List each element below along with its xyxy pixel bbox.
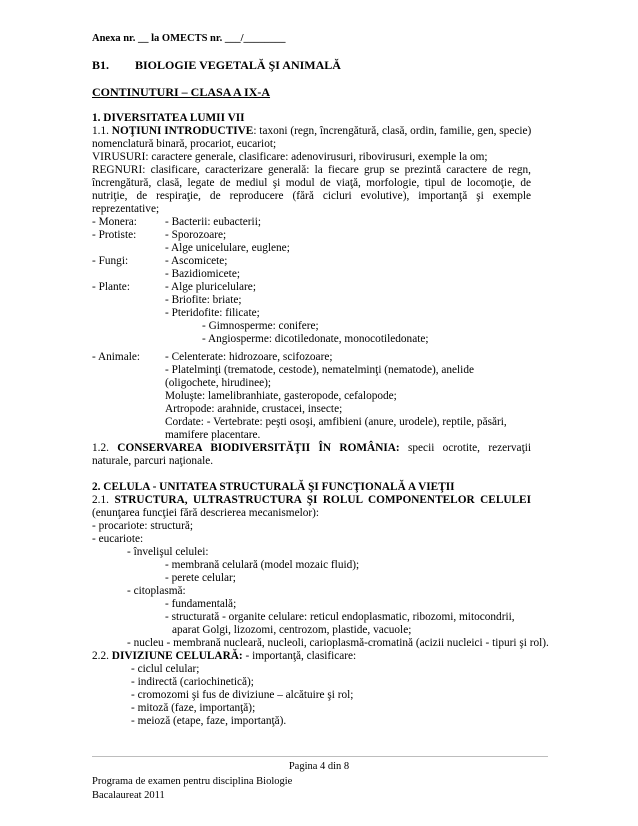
regnuri-line-2: încrengătură, clasă, legate de mediul şi modul de viaţă, morfologie, tipul de locomoţie, de bbox=[92, 177, 531, 189]
protiste-item: - Sporozoare; bbox=[165, 229, 227, 241]
fungi-label: - Fungi: bbox=[92, 255, 129, 267]
paragraph-2-1-heading: STRUCTURA, ULTRASTRUCTURA ŞI ROLUL COMPONENTELOR CELULEI bbox=[114, 494, 531, 506]
mitoza-line: - mitoză (faze, importanţă); bbox=[131, 702, 256, 714]
paragraph-1-2-line-1: 1.2. CONSERVAREA BIODIVERSITĂŢII ÎN ROMÂNIA: specii ocrotite, rezervaţii bbox=[92, 442, 531, 454]
animale-item: Moluşte: lamelibranhiate, gasteropode, cefalopode; bbox=[165, 390, 397, 402]
annex-header: Anexa nr. __ la OMECTS nr. ___/________ bbox=[92, 33, 286, 44]
membrana-line: - membrană celulară (model mozaic fluid); bbox=[165, 559, 360, 571]
paragraph-1-2-heading: CONSERVAREA BIODIVERSITĂŢII ÎN ROMÂNIA: bbox=[117, 442, 400, 454]
paragraph-1-2-line-2: naturale, parcuri naţionale. bbox=[92, 455, 214, 467]
cromozomi-line: - cromozomi şi fus de diviziune – alcătuire şi rol; bbox=[131, 689, 354, 701]
footer-divider bbox=[92, 756, 548, 757]
procariote-line: - procariote: structură; bbox=[92, 520, 193, 532]
animale-item: Artropode: arahnide, crustacei, insecte; bbox=[165, 403, 343, 415]
plante-item: - Pteridofite: filicate; bbox=[165, 307, 260, 319]
paragraph-1-1-heading: NOŢIUNI INTRODUCTIVE bbox=[111, 125, 254, 137]
plante-item: - Angiosperme: dicotiledonate, monocotiledonate; bbox=[202, 333, 429, 345]
structurata-line: - structurată - organite celulare: reticul endoplasmatic, ribozomi, mitocondrii, bbox=[165, 611, 515, 623]
animale-item: - Platelminţi (trematode, cestode), nematelminţi (nematode), anelide bbox=[165, 364, 474, 376]
footer-exam: Bacalaureat 2011 bbox=[92, 790, 165, 801]
regnuri-line-4: reprezentative; bbox=[92, 203, 160, 215]
protiste-label: - Protiste: bbox=[92, 229, 137, 241]
protiste-item: - Alge unicelulare, euglene; bbox=[165, 242, 290, 254]
footer-program: Programa de examen pentru disciplina Biologie bbox=[92, 776, 293, 787]
subject-code: B1. bbox=[92, 58, 110, 72]
section-2-title: 2. CELULA - UNITATEA STRUCTURALĂ ŞI FUNCŢIONALĂ A VIEŢII bbox=[92, 481, 455, 493]
paragraph-1-1-line-1: 1.1. NOŢIUNI INTRODUCTIVE: taxoni (regn, încrengătură, clasă, ordin, familie, gen, specie) bbox=[92, 125, 532, 137]
paragraph-2-2-line-1: 2.2. DIVIZIUNE CELULARĂ: - importanţă, clasificare: bbox=[92, 650, 357, 662]
citoplasma-line: - citoplasmă: bbox=[127, 585, 186, 597]
structurata-line-2: aparat Golgi, lizozomi, centrozom, plastide, vacuole; bbox=[172, 624, 412, 636]
indirecta-line: - indirectă (cariochinetică); bbox=[131, 676, 254, 688]
nucleu-line: - nucleu - membrană nucleară, nucleoli, carioplasmă-cromatină (acizii nucleici - tipuri şi rol). bbox=[127, 637, 549, 649]
plante-item: - Gimnosperme: conifere; bbox=[202, 320, 319, 332]
fungi-item: - Bazidiomicete; bbox=[165, 268, 240, 280]
animale-item: - Celenterate: hidrozoare, scifozoare; bbox=[165, 351, 333, 363]
paragraph-2-1-line-1: 2.1. STRUCTURA, ULTRASTRUCTURA ŞI ROLUL COMPONENTELOR CELULEI bbox=[92, 494, 531, 506]
section-1-title: 1. DIVERSITATEA LUMII VII bbox=[92, 112, 245, 124]
viruses-line: VIRUSURI: caractere generale, clasificare: adenovirusuri, ribovirusuri, exemple la om; bbox=[92, 151, 488, 163]
animale-item: mamifere placentare. bbox=[165, 429, 261, 441]
animale-label: - Animale: bbox=[92, 351, 141, 363]
animale-item: (oligochete, hirudinee); bbox=[165, 377, 272, 389]
ciclul-line: - ciclul celular; bbox=[131, 663, 200, 675]
paragraph-2-1-line-2: (enunţarea funcţiei fără descrierea mecanismelor): bbox=[92, 507, 320, 519]
page-number: Pagina 4 din 8 bbox=[288, 761, 350, 772]
regnuri-line-3: nutriţie, de respiraţie, de reproducere (fără cicluri evolutive), importanţă şi exemple bbox=[92, 190, 531, 202]
fungi-item: - Ascomicete; bbox=[165, 255, 228, 267]
animale-item: Cordate: - Vertebrate: peşti osoşi, amfibieni (anure, urodele), reptile, păsări, bbox=[165, 416, 507, 428]
paragraph-2-2-heading: DIVIZIUNE CELULARĂ: bbox=[111, 650, 243, 662]
regnuri-line-1: REGNURI: clasificare, caracterizare generală: la fiecare grup se prezintă caractere de regn, bbox=[92, 164, 531, 176]
subject-title: BIOLOGIE VEGETALĂ ŞI ANIMALĂ bbox=[135, 58, 341, 72]
paragraph-1-1-line-2: nomenclatură binară, procariot, eucariot; bbox=[92, 138, 277, 150]
plante-item: - Alge pluricelulare; bbox=[165, 281, 256, 293]
fundamentala-line: - fundamentală; bbox=[165, 598, 237, 610]
plante-item: - Briofite: briate; bbox=[165, 294, 242, 306]
eucariote-line: - eucariote: bbox=[92, 533, 144, 545]
contents-title: CONTINUTURI – CLASA A IX-A bbox=[92, 85, 271, 99]
invelis-line: - învelişul celulei: bbox=[127, 546, 209, 558]
plante-label: - Plante: bbox=[92, 281, 130, 293]
meioza-line: - meioză (etape, faze, importanţă). bbox=[131, 715, 287, 727]
monera-label: - Monera: bbox=[92, 216, 137, 228]
perete-line: - perete celular; bbox=[165, 572, 236, 584]
monera-item: - Bacterii: eubacterii; bbox=[165, 216, 261, 228]
